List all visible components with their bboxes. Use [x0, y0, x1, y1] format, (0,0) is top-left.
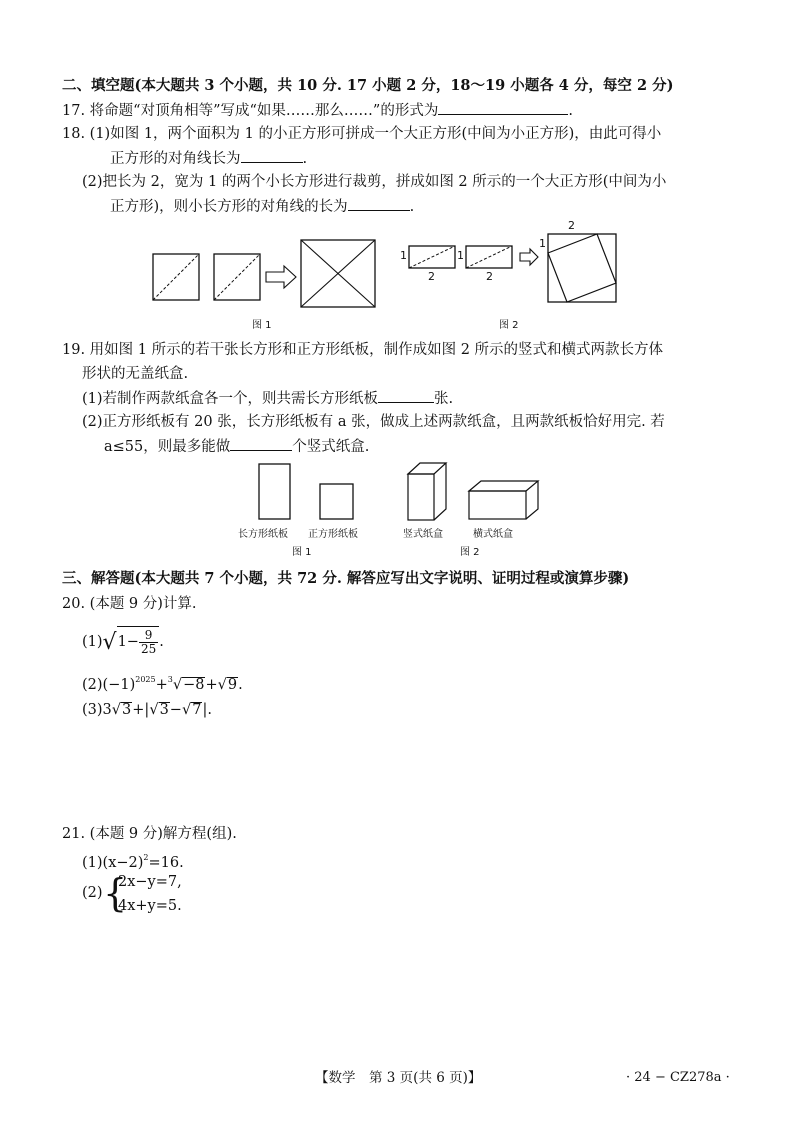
- q21-title: 21. (本题 9 分)解方程(组).: [62, 826, 237, 842]
- q21-brace: {: [103, 871, 128, 915]
- q18-part1-text: 正方形的对角线长为: [110, 151, 241, 167]
- q21-part1: $(1)(x-2)^2=16$.: [82, 853, 184, 871]
- q19-part1-answer-blank[interactable]: [378, 388, 434, 403]
- section2-heading: 二、填空题(本大题共 3 个小题，共 10 分. 17 小题 2 分，18～19 小题各 4 分，每空 2 分): [62, 77, 674, 94]
- q21-part2-label: (2): [82, 885, 103, 901]
- fig2-label-2a: 2: [428, 270, 435, 283]
- q18-part1-line1: 18. (1)如图 1，两个面积为 1 的小正方形可拼成一个大正方形(中间为小正方形)，由此可得小: [62, 126, 662, 142]
- q19-part1-text: (1)若制作两款纸盒各一个，则共需长方形纸板: [82, 391, 379, 407]
- q18-part1-line2: 正方形的对角线长为 .: [110, 148, 307, 169]
- fig2-label-1b: 1: [457, 249, 464, 262]
- q19-part2-line2: [104, 436, 369, 457]
- fig1-arrow-icon: [266, 266, 296, 288]
- q20-part3: (3)3√3+|√3−√7|.: [82, 702, 212, 718]
- q19-fig2-caption: 图 2: [460, 547, 480, 558]
- fig2-rotated-square: [548, 234, 616, 302]
- q18-fig2-caption: 图 2: [499, 320, 519, 331]
- q18-part2-line1: (2)把长为 2，宽为 1 的两个小长方形进行裁剪，拼成如图 2 所示的一个大正方形(中间为小: [82, 174, 667, 190]
- q19-label-horizontal: 横式纸盒: [473, 529, 513, 540]
- q19-part2-line1: (2)正方形纸板有 20 张，长方形纸板有 a 张，做成上述两款纸盒，且两款纸板恰好用完. 若: [82, 414, 665, 430]
- fig2-label-2b: 2: [486, 270, 493, 283]
- q19-fig1-caption: 图 1: [292, 547, 312, 558]
- q19-label-vertical: 竖式纸盒: [403, 529, 443, 540]
- q17-period: .: [568, 103, 573, 119]
- q21-eq2: 4x+y=5.: [118, 898, 182, 914]
- q19-square-board: [320, 484, 353, 519]
- q18-part2-text: 正方形)，则小长方形的对角线的长为: [110, 199, 348, 215]
- fig2-label-1c: 1: [539, 237, 546, 250]
- q19-part2-text: a≤55，则最多能做: [104, 439, 231, 455]
- footer-page-info: 【数学 第 3 页(共 6 页)】: [315, 1070, 482, 1086]
- q19-label-square: 正方形纸板: [308, 529, 358, 540]
- q19-rect-board: [259, 464, 290, 519]
- q18-fig1-caption: 图 1: [252, 320, 272, 331]
- q20-part2: $(2)(-1)^{2025}+^3√-8+√9$.: [82, 675, 243, 693]
- fig2-label-2c: 2: [568, 219, 575, 232]
- q19-horizontal-box: [469, 481, 538, 491]
- fig2-arrow-icon: [520, 249, 538, 265]
- q19-part1: [82, 388, 453, 409]
- q17-text: 17. 将命题“对顶角相等”写成“如果……那么……”的形式为: [62, 103, 439, 119]
- q20-part1: (1)√1− $\frac{9}{25}$ .: [82, 627, 164, 656]
- fig2-label-1a: 1: [400, 249, 407, 262]
- q21-eq1: 2x−y=7,: [118, 874, 182, 890]
- q18-part2-line2: 正方形)，则小长方形的对角线的长为 .: [110, 196, 414, 217]
- fig2-big-square: [548, 234, 616, 302]
- fig1-diagonal-1: [153, 254, 199, 300]
- fig1-diagonal-2: [214, 254, 260, 300]
- q19-label-rect: 长方形纸板: [238, 529, 288, 540]
- q19-line2: 形状的无盖纸盒.: [82, 366, 189, 382]
- q19-line1: 19. 用如图 1 所示的若干张长方形和正方形纸板，制作成如图 2 所示的竖式和横式两款长方体: [62, 342, 664, 358]
- section3-heading: 三、解答题(本大题共 7 个小题，共 72 分. 解答应写出文字说明、证明过程或演算步骤): [62, 570, 630, 587]
- q20-title: 20. (本题 9 分)计算.: [62, 596, 197, 612]
- q19-part1-suffix: 张.: [434, 391, 454, 407]
- q19-part2-answer-blank[interactable]: [230, 436, 292, 451]
- q19-part2-suffix: 个竖式纸盒.: [292, 439, 370, 455]
- q19-vertical-box: [408, 463, 446, 474]
- footer-code: · 24 − CZ278a ·: [626, 1070, 730, 1085]
